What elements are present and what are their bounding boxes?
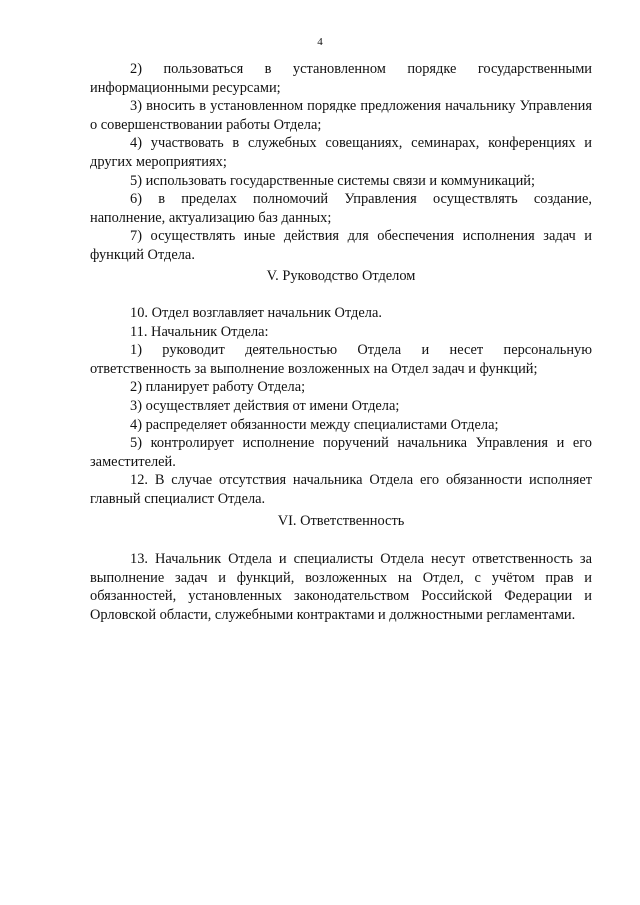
section-heading-vi: VI. Ответственность [277, 513, 405, 529]
paragraph-12: 12. В случае отсутствия начальника Отдела его обязанности исполняет главный специалист Отдела. [90, 472, 592, 507]
section-vi [90, 512, 592, 531]
list-item-2: 2) пользоваться в установленном порядке государственными информационными ресурсами; [90, 61, 592, 96]
section-heading-v: V. Руководство Отделом [266, 268, 416, 284]
duty-item-4: 4) распределяет обязанности между специалистами Отдела; [130, 416, 499, 433]
paragraph-10: 10. Отдел возглавляет начальник Отдела. [130, 305, 382, 321]
paragraph-13: 13. Начальник Отдела и специалисты Отдела несут ответственность за выполнение задач и функций, возложенных на Отдел, с учётом прав и обязанностей, установленных законодательством Российской Федерации и Орловской области, служебными контрактами и должностными регламентами. [90, 551, 592, 623]
duty-item-1: 1) руководит деятельностью Отдела и несет персональную ответственность за выполнение возложенных на Отдел задач и функций; [90, 342, 592, 377]
list-item-3: 3) вносить в установленном порядке предложения начальнику Управления о совершенствовании работы Отдела; [90, 98, 592, 133]
section-v [90, 267, 592, 286]
list-item-7: 7) осуществлять иные действия для обеспечения исполнения задач и функций Отдела. [90, 228, 592, 263]
list-item-6: 6) в пределах полномочий Управления осуществлять создание, наполнение, актуализацию баз данных; [90, 191, 592, 226]
list-item-4: 4) участвовать в служебных совещаниях, семинарах, конференциях и других мероприятиях; [90, 135, 592, 170]
list-item-5: 5) использовать государственные системы связи и коммуникаций; [130, 172, 535, 189]
paragraph-11: 11. Начальник Отдела: [130, 323, 269, 340]
duty-item-2: 2) планирует работу Отдела; [130, 379, 306, 396]
duty-item-5: 5) контролирует исполнение поручений начальника Управления и его заместителей. [90, 435, 592, 470]
section-vi-body [90, 550, 592, 624]
page-number: 4 [317, 36, 323, 48]
rights-list [90, 60, 592, 265]
duty-item-3: 3) осуществляет действия от имени Отдела; [130, 397, 400, 414]
section-v-body [90, 304, 592, 509]
